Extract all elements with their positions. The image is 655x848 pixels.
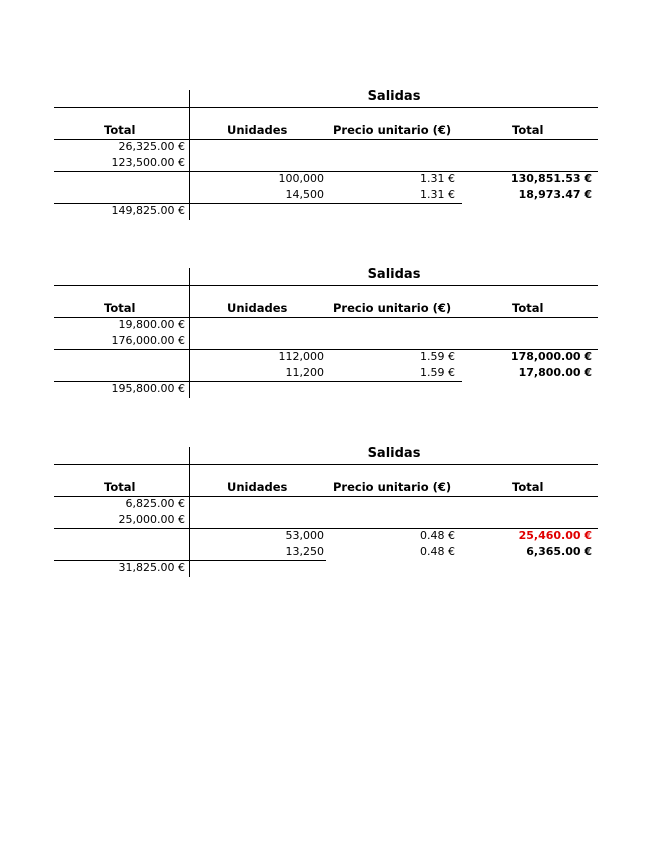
header-total-left: Total: [104, 123, 136, 137]
left-value: 6,825.00 €: [125, 497, 185, 510]
salidas-table-2: [0, 268, 655, 428]
total-cell: 6,365.00 €: [526, 545, 592, 558]
header-total-left: Total: [104, 480, 136, 494]
table-title: Salidas: [367, 89, 421, 104]
left-total: 149,825.00 €: [111, 204, 185, 217]
precio-cell: 0.48 €: [420, 529, 455, 542]
header-precio: Precio unitario (€): [333, 480, 452, 494]
salidas-table-3: [0, 447, 655, 607]
precio-cell: 1.59 €: [420, 350, 455, 363]
rule: [54, 285, 598, 286]
total-cell: 18,973.47 €: [518, 188, 592, 201]
header-unidades: Unidades: [227, 301, 288, 315]
left-value: 19,800.00 €: [118, 318, 185, 331]
table-title: Salidas: [367, 446, 421, 461]
total-cell-highlighted: 25,460.00 €: [518, 529, 592, 542]
unidades-cell: 11,200: [285, 366, 324, 379]
vertical-divider: [189, 268, 190, 398]
left-total: 31,825.00 €: [118, 561, 185, 574]
rule: [190, 381, 462, 382]
left-value: 123,500.00 €: [111, 156, 185, 169]
salidas-table-1: [0, 90, 655, 250]
rule: [54, 107, 598, 108]
vertical-divider: [189, 90, 190, 220]
header-precio: Precio unitario (€): [333, 301, 452, 315]
precio-cell: 1.59 €: [420, 366, 455, 379]
header-unidades: Unidades: [227, 123, 288, 137]
total-cell: 17,800.00 €: [518, 366, 592, 379]
rule: [54, 464, 598, 465]
unidades-cell: 14,500: [285, 188, 324, 201]
total-cell: 130,851.53 €: [510, 172, 592, 185]
rule: [190, 203, 462, 204]
rule: [190, 560, 326, 561]
unidades-cell: 13,250: [285, 545, 324, 558]
header-total-left: Total: [104, 301, 136, 315]
left-value: 176,000.00 €: [111, 334, 185, 347]
unidades-cell: 100,000: [278, 172, 324, 185]
header-precio: Precio unitario (€): [333, 123, 452, 137]
total-cell: 178,000.00 €: [510, 350, 592, 363]
table-title: Salidas: [367, 267, 421, 282]
header-unidades: Unidades: [227, 480, 288, 494]
header-total-right: Total: [512, 301, 544, 315]
left-value: 25,000.00 €: [118, 513, 185, 526]
left-value: 26,325.00 €: [118, 140, 185, 153]
vertical-divider: [189, 447, 190, 577]
header-total-right: Total: [512, 480, 544, 494]
header-total-right: Total: [512, 123, 544, 137]
precio-cell: 0.48 €: [420, 545, 455, 558]
precio-cell: 1.31 €: [420, 188, 455, 201]
unidades-cell: 53,000: [285, 529, 324, 542]
precio-cell: 1.31 €: [420, 172, 455, 185]
left-total: 195,800.00 €: [111, 382, 185, 395]
unidades-cell: 112,000: [278, 350, 324, 363]
